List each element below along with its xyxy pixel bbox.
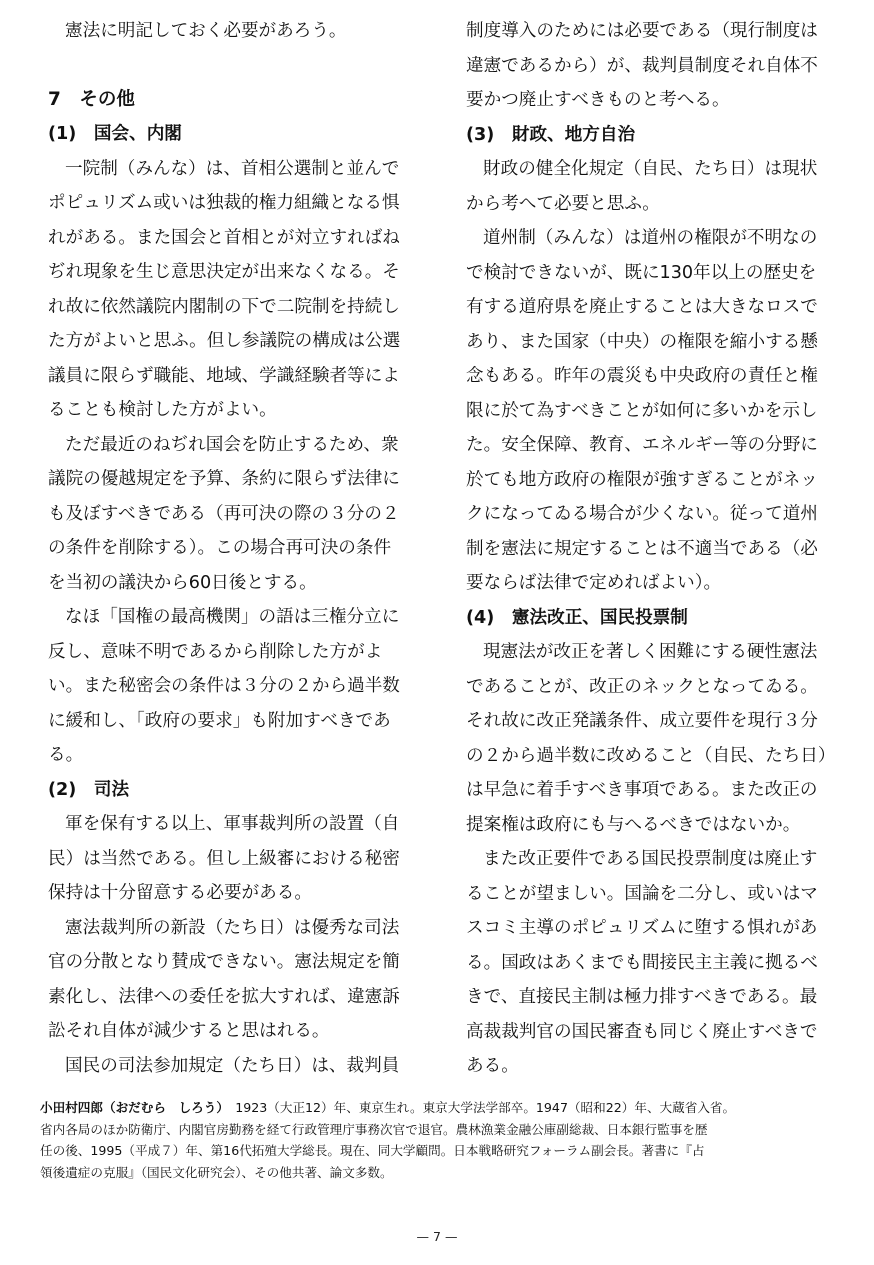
paragraph-line: 違憲であるから）が、裁判員制度それ自体不 <box>466 55 818 76</box>
bio-line <box>40 1097 835 1119</box>
paragraph-line: 議院の優越規定を予算、条約に限らず法律に <box>48 469 400 489</box>
paragraph-line: 要ならば法律で定めればよい）。 <box>466 573 722 593</box>
paragraph-line: 現憲法が改正を著しく困難にする硬性憲法 <box>483 642 818 662</box>
paragraph-line: きで、直接民主制は極力排すべきである。最 <box>466 987 818 1007</box>
paragraph-line: 提案権は政府にも与へるべきではないか。 <box>466 814 801 835</box>
paragraph-line: ぢれ現象を生じ意思決定が出来なくなる。そ <box>48 262 400 282</box>
paragraph-line: を当初の議決から60日後とする。 <box>48 572 317 593</box>
paragraph-line: の条件を削除する）。この場合再可決の条件 <box>48 538 392 558</box>
paragraph-line: に緩和し、「政府の要求」も附加すべきであ <box>48 710 391 731</box>
paragraph <box>466 842 826 1084</box>
paragraph-line: それ故に改正発議条件、成立要件を現行３分 <box>466 711 818 731</box>
paragraph-line: 財政の健全化規定（自民、たち日）は現状 <box>483 159 818 179</box>
paragraph-line: る。 <box>48 745 84 765</box>
paragraph-line: 素化し、法律への委任を拡大すれば、違憲訴 <box>48 986 400 1007</box>
subsection-heading: (3) 財政、地方自治 <box>466 124 636 145</box>
paragraph-line: スコミ主導のポピュリズムに堕する惧れがあ <box>466 918 818 938</box>
bio-text: 1923（大正12）年、東京生れ。東京大学法学部卒。1947（昭和22）年、大蔵省入省。 <box>222 1100 736 1115</box>
bio-line: 任の後、1995（平成７）年、第16代拓殖大学総長。現在、同大学顧問。日本戦略研究フォーラム副会長。著書に『占 <box>40 1143 705 1158</box>
paragraph-line: 民）は当然である。但し上級審における秘密 <box>48 848 400 869</box>
paragraph-line: ポピュリズム或いは独裁的権力組織となる惧 <box>48 193 400 213</box>
paragraph <box>466 152 826 221</box>
paragraph <box>466 14 826 118</box>
paragraph-line: から考へて必要と思ふ。 <box>466 193 660 214</box>
paragraph-line: 国民の司法参加規定（たち日）は、裁判員 <box>65 1055 400 1076</box>
bio-line: 省内各局のほか防衛庁、内閣官房勤務を経て行政管理庁事務次官で退官。農林漁業金融公庫副総裁、日本銀行監事を歴 <box>40 1121 708 1137</box>
paragraph <box>48 428 408 601</box>
paragraph-line: であることが、改正のネックとなってゐる。 <box>466 676 818 697</box>
paragraph-line: 保持は十分留意する必要がある。 <box>48 883 312 903</box>
paragraph-line: れ故に依然議院内閣制の下で二院制を持続し <box>48 296 400 317</box>
paragraph-line: 限に於て為すべきことが如何に多いかを示し <box>466 400 818 421</box>
right-column <box>466 14 836 1084</box>
bio-line: 領後遺症の克服』（国民文化研究会）、その他共著、論文多数。 <box>40 1164 393 1180</box>
paragraph-line: また改正要件である国民投票制度は廃止す <box>483 849 818 869</box>
paragraph-line: クになってゐる場合が少くない。従って道州 <box>466 504 818 524</box>
paragraph-line: 官の分散となり賛成できない。憲法規定を簡 <box>48 952 400 972</box>
paragraph-line: 念もある。昨年の震災も中央政府の責任と権 <box>466 366 818 386</box>
paragraph-line: 高裁裁判官の国民審査も同じく廃止すべきで <box>466 1021 818 1042</box>
paragraph-line: 反し、意味不明であるから削除した方がよ <box>48 641 383 662</box>
paragraph-line: 訟それ自体が減少すると思はれる。 <box>48 1021 330 1041</box>
paragraph-line: 議員に限らず職能、地域、学識経験者等によ <box>48 365 400 386</box>
author-bio <box>40 1097 835 1183</box>
paragraph-line: 制を憲法に規定することは不適当である（必 <box>466 538 818 559</box>
paragraph <box>466 635 836 842</box>
paragraph <box>48 807 408 911</box>
paragraph-line: 一院制（みんな）は、首相公選制と並んで <box>65 158 400 179</box>
paragraph-line: 有する道府県を廃止することは大きなロスで <box>466 297 818 317</box>
paragraph-line: 軍を保有する以上、軍事裁判所の設置（自 <box>65 814 400 834</box>
paragraph-line: ることも検討した方がよい。 <box>48 400 277 420</box>
paragraph <box>48 911 408 1049</box>
subsection-heading: (1) 国会、内閣 <box>48 124 182 144</box>
paragraph-line: で検討できないが、既に130年以上の歴史を <box>466 262 817 283</box>
subsection-heading: (2) 司法 <box>48 779 130 800</box>
author-name: 小田村四郎（おだむら しろう） <box>40 1100 223 1115</box>
paragraph-line: れがある。また国会と首相とが対立すればね <box>48 227 400 248</box>
paragraph-line: ることが望ましい。国論を二分し、或いはマ <box>466 883 818 904</box>
paragraph-line: た方がよいと思ふ。但し参議院の構成は公選 <box>48 331 401 351</box>
paragraph-line: た。安全保障、教育、エネルギー等の分野に <box>466 435 818 455</box>
page-number: — 7 — <box>416 1229 458 1244</box>
paragraph-line: 於ても地方政府の権限が強すぎることがネッ <box>466 469 818 490</box>
paragraph-line: は早急に着手すべき事項である。また改正の <box>466 780 818 800</box>
paragraph <box>48 1049 408 1084</box>
paragraph-line: 制度導入のためには必要である（現行制度は <box>466 21 818 41</box>
paragraph-line: も及ぼすべきである（再可決の際の３分の２ <box>48 503 400 524</box>
section-heading: 7 その他 <box>48 88 135 110</box>
paragraph <box>48 600 408 773</box>
subsection-heading: (4) 憲法改正、国民投票制 <box>466 607 688 628</box>
left-column <box>48 14 408 1083</box>
paragraph-line: 憲法裁判所の新設（たち日）は優秀な司法 <box>65 917 400 938</box>
paragraph-line: 道州制（みんな）は道州の権限が不明なの <box>483 228 818 248</box>
paragraph <box>466 221 826 601</box>
paragraph-line: 憲法に明記しておく必要があろう。 <box>65 21 347 41</box>
paragraph-line: あり、また国家（中央）の権限を縮小する懸 <box>466 331 818 352</box>
paragraph-line: 要かつ廃止すべきものと考へる。 <box>466 90 730 110</box>
paragraph-line: ただ最近のねぢれ国会を防止するため、衆 <box>65 434 399 455</box>
paragraph-line: る。国政はあくまでも間接民主主義に拠るべ <box>466 952 818 973</box>
paragraph-line: い。また秘密会の条件は３分の２から過半数 <box>48 676 400 696</box>
paragraph <box>48 152 408 428</box>
paragraph-line: の２から過半数に改めること（自民、たち日） <box>466 745 836 766</box>
paragraph-line: なほ「国権の最高機関」の語は三権分立に <box>65 607 400 627</box>
paragraph-line: ある。 <box>466 1056 519 1076</box>
